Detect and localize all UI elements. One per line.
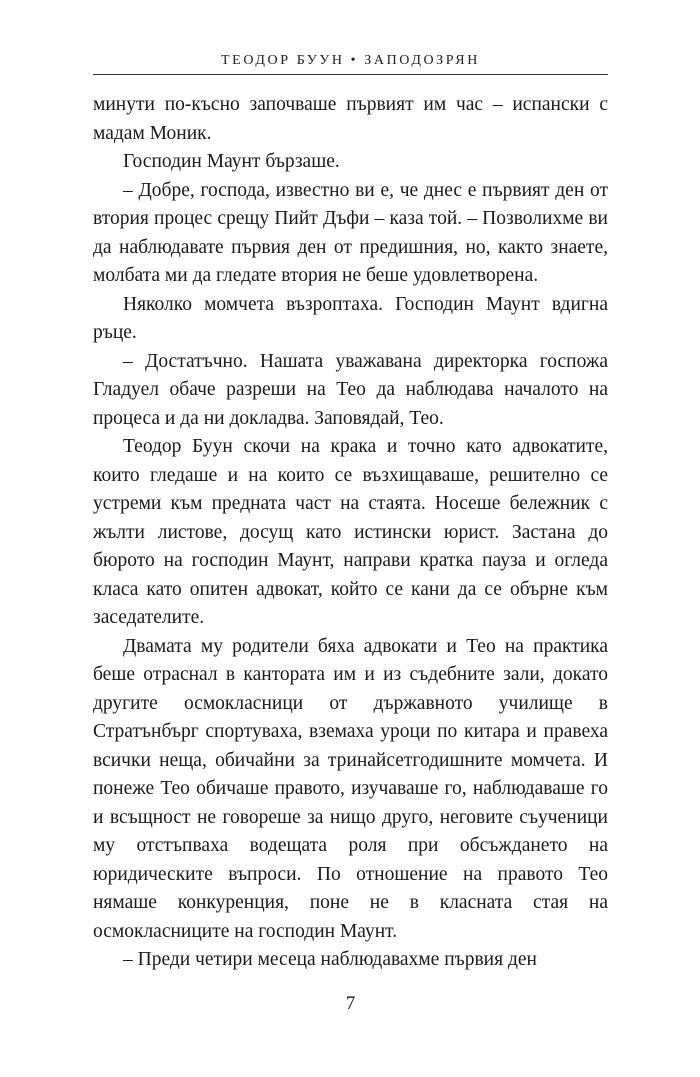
paragraph: – Достатъчно. Нашата уважавана директорка госпожа Гладуел обаче разреши на Тео да наблюдава началото на процеса и да ни докладва. Заповядай, Тео. [93,350,608,429]
paragraph: Няколко момчета възроптаха. Господин Маунт вдигна ръце. [93,293,608,343]
page-number: 7 [345,993,356,1014]
paragraph: – Добре, господа, известно ви е, че днес е първият ден от втория процес срещу Пийт Дъфи – каза той. – Позволихме ви да наблюдавате първия ден от предишния, но, както знаете, молбата ми да гледате втория не беше удовлетворена. [93,179,608,286]
paragraph-continuation: минути по-късно започваше първият им час – испански с мадам Моник. [93,94,608,144]
paragraph: Теодор Буун скочи на крака и точно като адвокатите, които гледаше и на които се възхищаваше, решително се устреми към предната част на стаята. Носеше бележник с жълти листове, досущ като истински юрист. Застана до бюрото на господин Маунт, направи кратка пауза и огледа класа като опитен адвокат, който се кани да се обърне към заседателите. [93,436,608,628]
paragraph: Господин Маунт бързаше. [123,151,340,172]
header-divider [93,74,608,75]
paragraph: Двамата му родители бяха адвокати и Тео на практика беше отраснал в кантората им и из съдебните зали, докато другите осмокласници от държавното училище в Стратънбърг спортуваха, вземаха уроци по китара и правеха всички неща, обичайни за тринайсетгодишните момчета. И понеже Тео обичаше правото, изучаваше го, наблюдаваше го и всъщност не говореше за нищо друго, неговите съученици му отстъпваха водещата роля при обсъждането на юридическите въпроси. По отношение на правото Тео нямаше конкуренция, поне не в класната стая на осмокласниците на господин Маунт. [93,635,608,942]
running-header: ТЕОДОР БУУН • ЗАПОДОЗРЯН [221,53,480,68]
paragraph-last: – Преди четири месеца наблюдавахме първия ден [123,949,537,970]
body-text [93,91,608,975]
